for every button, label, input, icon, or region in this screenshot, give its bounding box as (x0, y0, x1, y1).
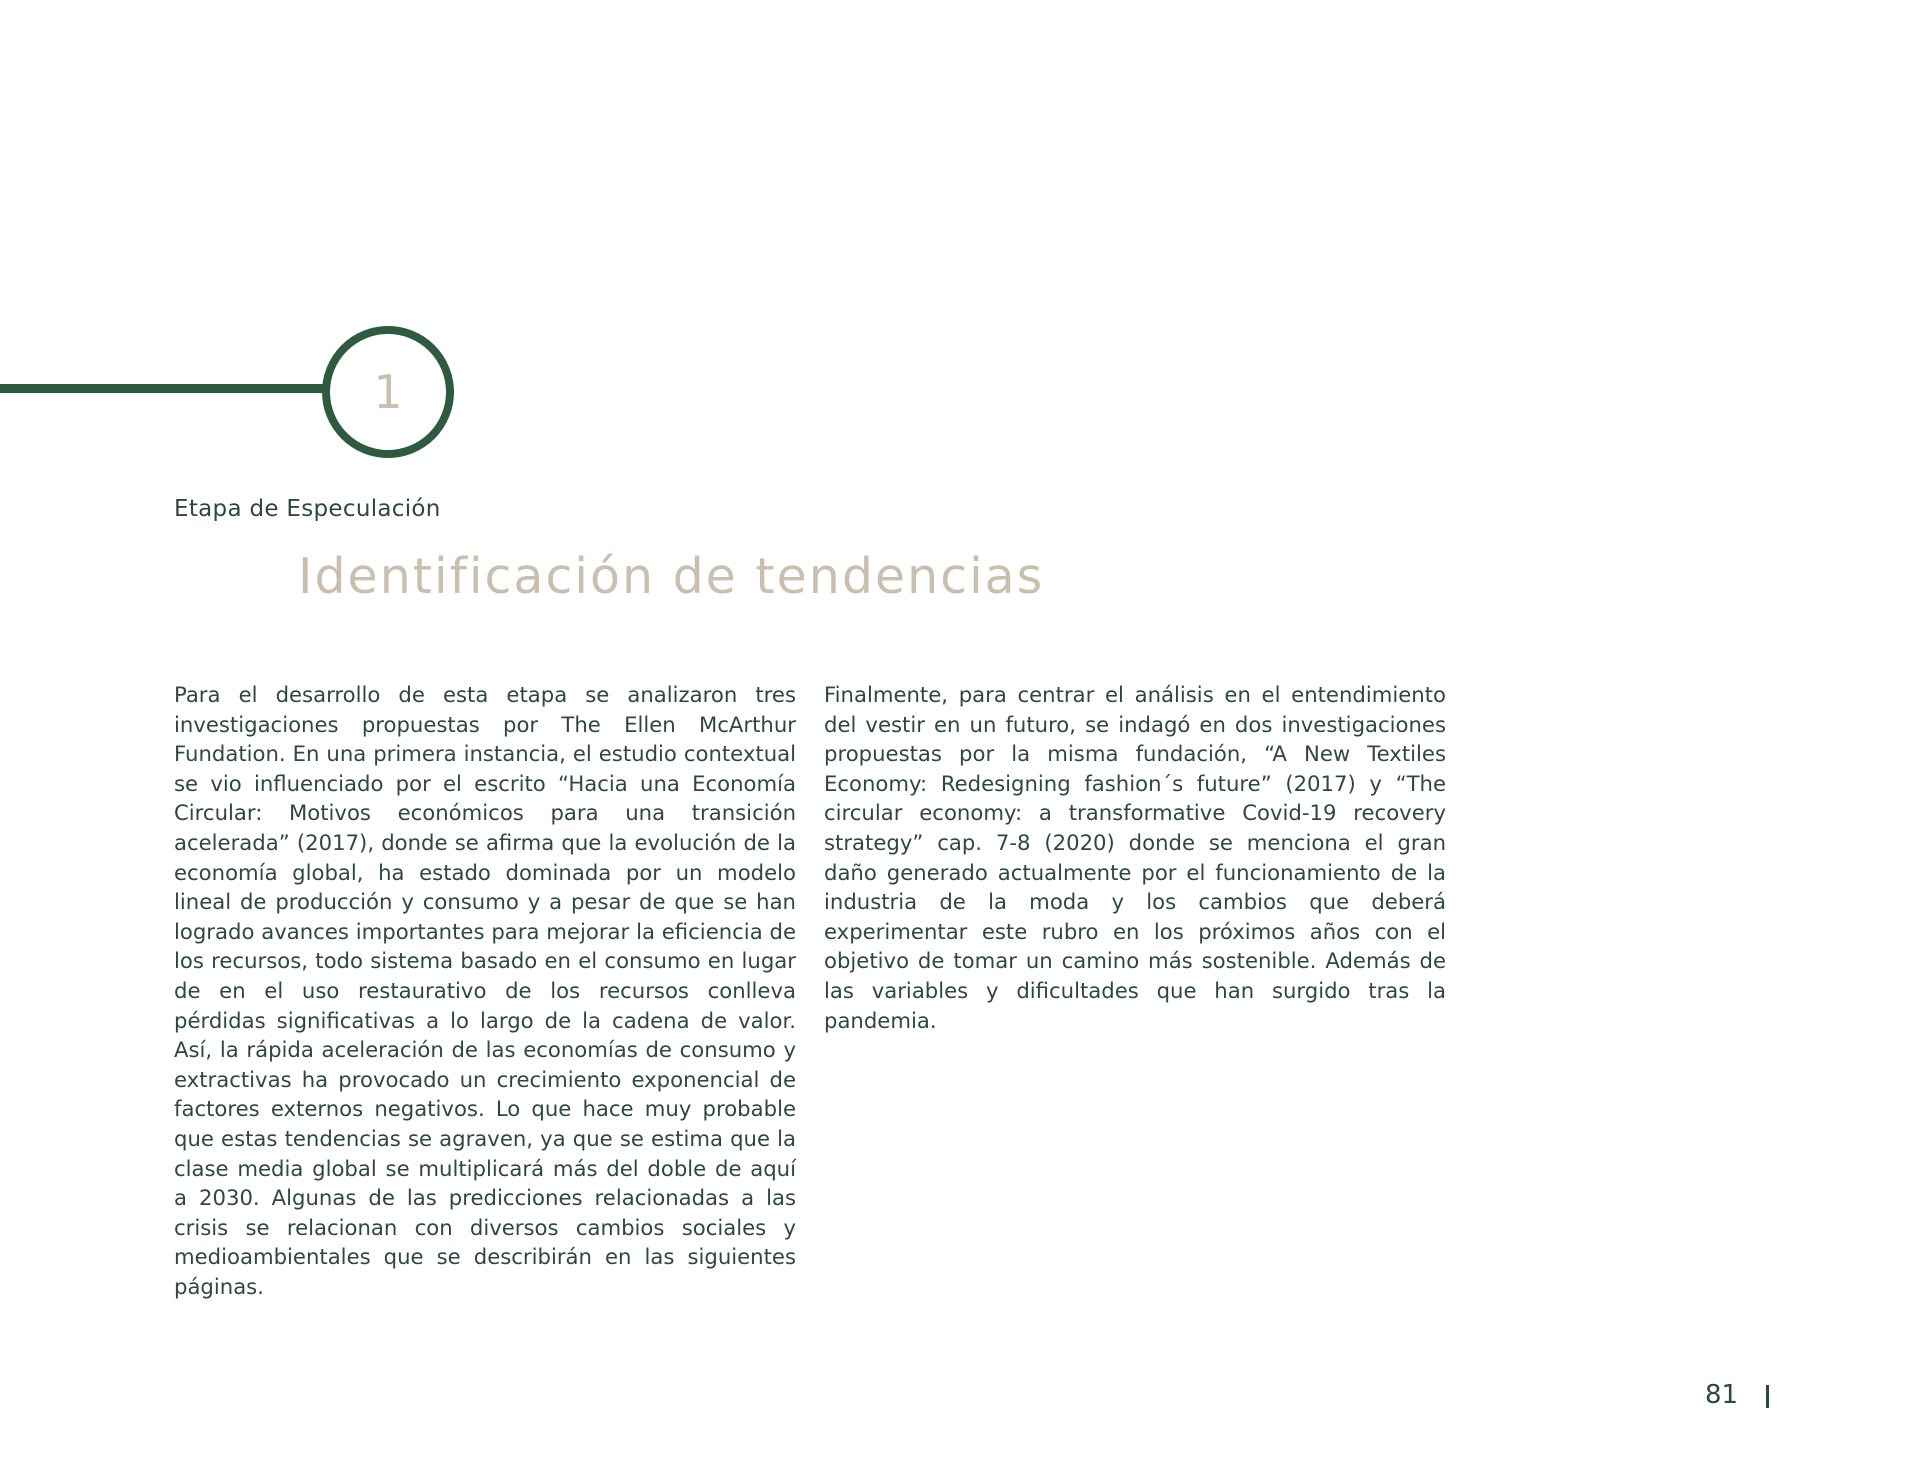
body-column-left: Para el desarrollo de esta etapa se analizaron tres investigaciones propuestas por The Ellen McArthur Fundation. En una primera instancia, el estudio contextual se vio influenciado por el escrito “Hacia una Economía Circular: Motivos económicos para una transición acelerada” (2017), donde se afirma que la evolución de la economía global, ha estado dominada por un modelo lineal de producción y consumo y a pesar de que se han logrado avances importantes para mejorar la eficiencia de los recursos, todo sistema basado en el consumo en lugar de en el uso restaurativo de los recursos conlleva pérdidas significativas a lo largo de la cadena de valor. Así, la rápida aceleración de las economías de consumo y extractivas ha provocado un crecimiento exponencial de factores externos negativos. Lo que hace muy probable que estas tendencias se agraven, ya que se estima que la clase media global se multiplicará más del doble de aquí a 2030. Algunas de las predicciones relacionadas a las crisis se relacionan con diversos cambios sociales y medioambientales que se describirán en las siguientes páginas. (174, 682, 796, 1299)
body-column-right: Finalmente, para centrar el análisis en el entendimiento del vestir en un futuro, se indagó en dos investigaciones propuestas por la misma fundación, “A New Textiles Economy: Redesigning fashion´s future” (2017) y “The circular economy: a transformative Covid-19 recovery strategy” cap. 7-8 (2020) donde se menciona el gran daño generado actualmente por el funcionamiento de la industria de la moda y los cambios que deberá experimentar este rubro en los próximos años con el objetivo de tomar un camino más sostenible. Además de las variables y dificultades que han surgido tras la pandemia. (824, 682, 1446, 1033)
stage-label: Etapa de Especulación (174, 496, 441, 522)
stage-connector-line (0, 384, 325, 393)
page-title: Identificación de tendencias (298, 548, 1045, 605)
page-number: 81 (1705, 1380, 1739, 1410)
stage-number: 1 (373, 365, 403, 419)
page-number-divider (1766, 1385, 1769, 1408)
stage-number-circle (322, 326, 454, 458)
